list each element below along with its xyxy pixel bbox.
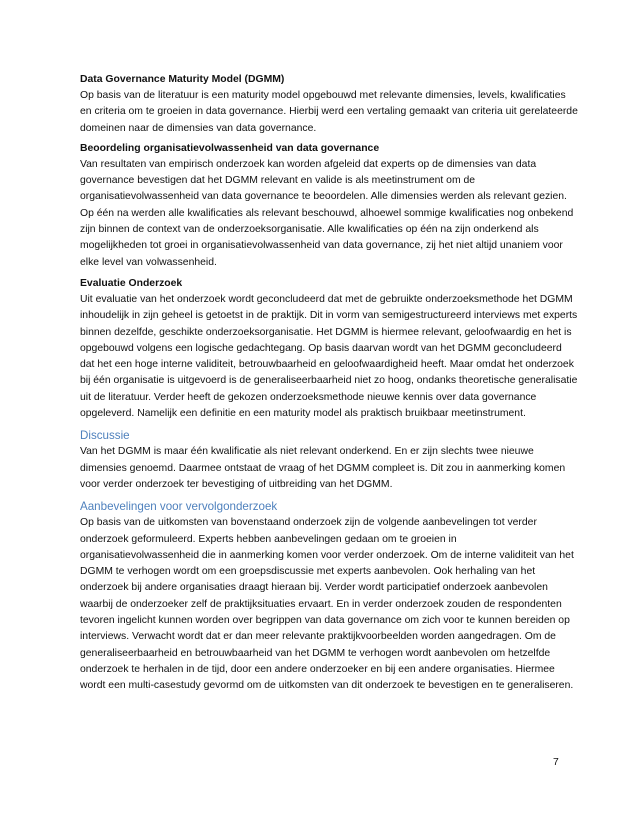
page-number: 7 <box>553 757 559 768</box>
paragraph-dgmm: Op basis van de literatuur is een maturity model opgebouwd met relevante dimensies, levels, kwalificaties en criteria om te groeien in data governance. Hierbij werd een vertaling gemaakt van criteria uit gerelateerde domeinen naar de dimensies van data governance. <box>80 90 578 134</box>
section-beoordeling <box>80 141 578 271</box>
section-discussie <box>80 427 578 493</box>
section-evaluatie <box>80 276 578 422</box>
heading-discussie: Discussie <box>80 429 130 443</box>
paragraph-evaluatie: Uit evaluatie van het onderzoek wordt geconcludeerd dat met de gebruikte onderzoeksmethode het DGMM inhoudelijk in zijn geheel is getoetst in de praktijk. Dit in vorm van semigestructureerd interviews met experts binnen dezelfde, geschikte onderzoeksorganisatie. Het DGMM is hiermee relevant, geloofwaardig en het is opgebouwd volgens een logische gedachtegang. Op basis daarvan wordt van het DGMM geconcludeerd dat het een hoge interne validiteit, betrouwbaarheid en geloofwaardigheid heeft. Maar omdat het onderzoek bij één organisatie is uitgevoerd is de generaliseerbaarheid niet zo hoog, ondanks theoretische generalisatie uit de literatuur. Verder heeft de gekozen onderzoeksmethode nieuwe kennis over data governance opgeleverd. Namelijk een definitie en een maturity model als praktisch bruikbaar meetinstrument. <box>80 293 578 420</box>
section-dgmm <box>80 72 578 137</box>
heading-beoordeling: Beoordeling organisatievolwassenheid van data governance <box>80 142 380 154</box>
paragraph-discussie: Van het DGMM is maar één kwalificatie als niet relevant onderkend. En er zijn slechts twee nieuwe dimensies genoemd. Daarmee ontstaat de vraag of het DGMM compleet is. Dit zou in aanmerking komen voor verder onderzoek ter bevestiging of uitbreiding van het DGMM. <box>80 446 566 490</box>
section-aanbevelingen <box>80 498 578 694</box>
paragraph-beoordeling: Van resultaten van empirisch onderzoek kan worden afgeleid dat experts op de dimensies van data governance bevestigen dat het DGMM relevant en valide is als meetinstrument om de organisatievolwassenheid van data governance te beoordelen. Alle dimensies werden als relevant gezien. Op één na werden alle kwalificaties als relevant beschouwd, alhoewel sommige kwalificaties nog onbekend zijn binnen de context van de onderzoeksorganisatie. Alle kwalificaties op één na zijn onderkend als mogelijkheden tot groei in organisatievolwassenheid van data governance, zij het niet altijd unaniem voor elke level van volwassenheid. <box>80 158 574 268</box>
paragraph-aanbevelingen: Op basis van de uitkomsten van bovenstaand onderzoek zijn de volgende aanbevelingen tot verder onderzoek geformuleerd. Experts hebben aanbevelingen gedaan om te groeien in organisatievolwassenheid die in aanmerking komen voor verder onderzoek. Om de interne validiteit van het DGMM te verhogen wordt om een groepsdiscussie met experts aanbevolen. Ook herhaling van het onderzoek bij andere organisaties draagt hieraan bij. Verder wordt participatief onderzoek aanbevolen waarbij de onderzoeker zelf de praktijksituaties ervaart. En in verder onderzoek zouden de respondenten tevoren ingelicht kunnen worden over begrippen van data governance om zich voor te kunnen bereiden op interviews. Verwacht wordt dat er dan meer relevante praktijkvoorbeelden worden aangedragen. Om de generaliseerbaarheid en betrouwbaarheid van het DGMM te verhogen wordt aanbevolen om hetzelfde onderzoek te herhalen in de tijd, door een andere onderzoeker en bij een andere organisaties. Hiermee wordt een multi-casestudy gevormd om de uitkomsten van dit onderzoek te bevestigen en te generaliseren. <box>80 517 574 692</box>
heading-aanbevelingen: Aanbevelingen voor vervolgonderzoek <box>80 500 278 514</box>
heading-evaluatie: Evaluatie Onderzoek <box>80 277 183 289</box>
heading-dgmm: Data Governance Maturity Model (DGMM) <box>80 74 285 85</box>
document-page <box>80 72 578 695</box>
